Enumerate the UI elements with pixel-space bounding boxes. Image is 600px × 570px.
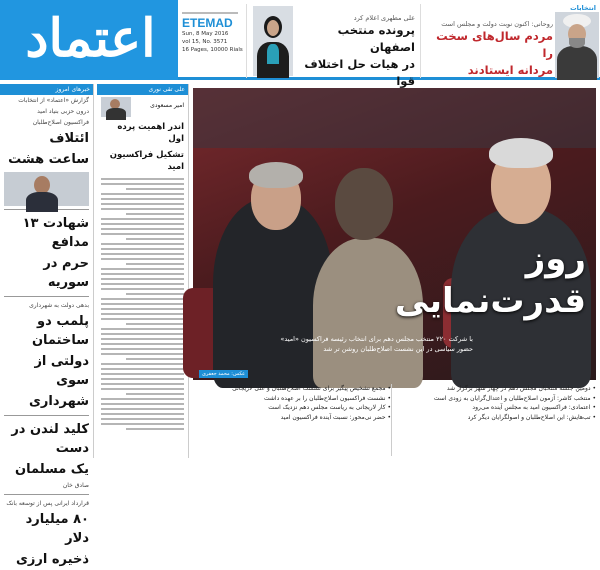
headline-london-1[interactable]: کلید لندن در دست — [11, 422, 89, 456]
date-line-1: Sun, 8 May 2016 — [182, 31, 229, 37]
story-line[interactable]: • مجمع تشخیص پیگیر برای نشست اصلاح‌طلبان و علی لاریجانی — [232, 385, 391, 392]
divider — [182, 12, 238, 14]
photo-credit: عکس: محمد جعفری — [199, 370, 248, 378]
date-line-2: vol 15, No. 3571 — [182, 39, 228, 45]
photo-caption — [386, 238, 586, 322]
headline-reserves-2[interactable]: ذخیره ارزی — [16, 552, 89, 567]
divider — [4, 415, 89, 416]
headline-reserves-1[interactable]: ۸۰ میلیارد دلار — [25, 512, 89, 546]
teaser-esfahan[interactable] — [246, 4, 418, 88]
kicker-sadiq: صادق خان — [62, 482, 89, 489]
story-line[interactable]: • کار لاریجانی به ریاست مجلس دهم نزدیک است — [268, 404, 391, 411]
story-line[interactable]: • تب‌هایش: این اصلاح‌طلبان و اصولگرایان دیگر کرد — [467, 413, 596, 421]
headline-martyrs-1[interactable]: شهادت ۱۳ مدافع — [22, 216, 89, 250]
kicker-municipality: بدهی دولت به شهرداری — [29, 302, 89, 309]
photo-lead: با شرکت ۲۲۰ منتخب مجلس دهم برای انتخاب رئیسه فراکسیون «امید» حضور سیاسی در این نشست اصلاح‌طلبان روشن تر شد — [280, 335, 473, 353]
left-column — [0, 84, 94, 567]
bottom-stories — [193, 384, 596, 456]
middle-column — [97, 84, 189, 458]
kicker-reserves: قرارداد ایرانی پس از توسعه بانک — [6, 500, 89, 507]
portrait-photo — [555, 12, 599, 78]
date-line-3: 16 Pages, 10000 Rials — [182, 47, 243, 53]
story-line[interactable]: • دومین جلسه منتخبان مجلس دهم در چهار شهر برگزار شد — [446, 385, 596, 392]
author-avatar — [101, 97, 131, 117]
photo-title[interactable]: قدرت‌نمایی — [394, 281, 586, 321]
teaser-headline-line1: پرونده منتخب اصفهان — [337, 23, 415, 54]
headline-seal-3[interactable]: شهرداری — [29, 394, 89, 409]
headline-london-2[interactable]: یک مسلمان — [15, 462, 89, 477]
headline-coalition-1[interactable]: ائتلاف — [49, 131, 89, 146]
opinion-headline-2[interactable]: تشکیل فراکسیون امید — [109, 150, 184, 172]
headline-seal-2[interactable]: دولتی از سوی — [34, 354, 89, 388]
teaser-headline-line2: در هیات حل اختلاف قوا — [304, 57, 415, 88]
bottom-stories-left — [193, 384, 392, 456]
author-name: امیر مسعودی — [150, 102, 184, 109]
story-line[interactable]: • نشست فراکسیون اصلاح‌طلبان را بر عهده داشت — [264, 394, 391, 402]
divider — [4, 494, 89, 495]
divider — [4, 296, 89, 297]
teaser-kicker: روحانی: اکنون نوبت دولت و مجلس است — [441, 20, 553, 28]
lead-photo[interactable] — [193, 88, 596, 380]
teaser-kicker: علی مطهری اعلام کرد — [353, 14, 415, 22]
masthead — [0, 0, 600, 88]
headline-seal-1[interactable]: پلمب دو ساختمان — [31, 314, 89, 348]
section-tag: علی تقی نوری — [97, 84, 188, 95]
dateline — [182, 8, 244, 76]
intro-line-3: فراکسیون اصلاح‌طلبان — [32, 119, 89, 126]
teaser-headline-line2: مردانه ایستادند — [467, 63, 553, 77]
intro-line-2: درون حزبی بنیاد امید — [37, 108, 89, 115]
logo[interactable] — [0, 0, 178, 80]
headline-coalition-2[interactable]: ساعت هشت — [8, 152, 89, 167]
story-line[interactable]: • حضر نی‌محور: نسبت آینده فراکسیون امید — [280, 413, 391, 421]
headline-photo — [4, 172, 89, 206]
logo-wordmark: اعتماد — [25, 8, 156, 69]
author-block — [101, 97, 184, 117]
photo-kicker: روز — [525, 239, 586, 279]
section-tag: خبرهای امروز — [0, 84, 93, 95]
opinion-body — [101, 178, 184, 430]
teaser-rouhani[interactable] — [420, 4, 600, 78]
portrait-photo — [253, 6, 293, 76]
teaser-headline-line1: مردم سال‌های سخت را — [436, 29, 553, 60]
headline-martyrs-2[interactable]: حرم در سوریه — [43, 256, 89, 290]
teaser-tag: انتخابات — [570, 4, 596, 12]
story-line[interactable]: • منتخب کاشر: آزمون اصلاح‌طلبان و اعتدال‌گرایان به زودی است — [433, 394, 596, 402]
story-line[interactable]: • اعتمادی: فراکسیون امید به مجلس آینده می‌رود — [472, 404, 596, 411]
brand-latin: ETEMAD — [182, 16, 233, 30]
bottom-stories-right — [397, 384, 596, 456]
opinion-headline-1[interactable]: اندر اهمیت پرده اول — [117, 122, 184, 144]
intro-line-1: گزارش «اعتماد» از انتخابات — [18, 97, 89, 104]
